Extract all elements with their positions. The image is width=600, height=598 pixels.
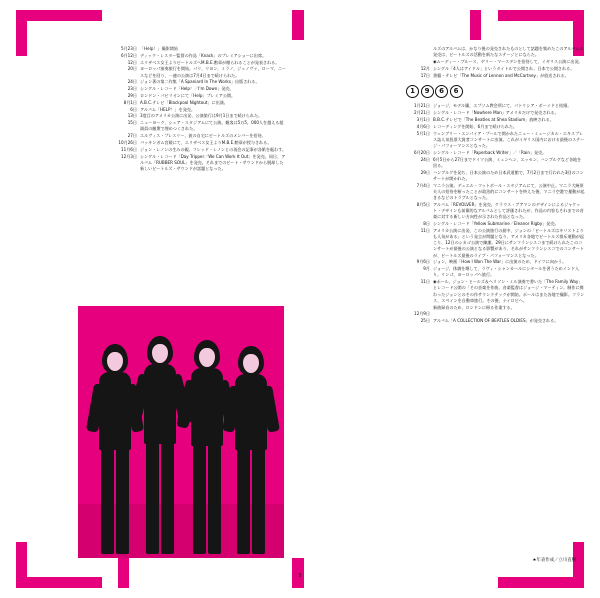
figure-4-body: [235, 374, 267, 450]
chronology-entry: [400, 305, 585, 311]
chronology-entry: [107, 53, 287, 59]
figure-3-leg-left: [193, 440, 206, 554]
year-marker-1966: [406, 85, 463, 98]
corner-bar-top-left-horizontal: [16, 10, 102, 21]
center-bar-top: [292, 10, 304, 40]
entry-date: 17日: [420, 72, 430, 78]
entry-date: 15日: [127, 120, 137, 126]
entry-date: 4月6日: [416, 123, 430, 129]
entry-text: アルバム「A COLLECTION OF BEATLES OLDIES」が発売される。: [433, 318, 559, 324]
accent-bar-top-right-inner: [470, 10, 481, 40]
figure-1-face: [107, 352, 123, 371]
chronology-entry: [400, 150, 585, 156]
figure-1: [92, 344, 138, 554]
entry-text: ジョージ、体調を壊して、ラヴィ・シャンカールにシタールを習うためインド入り。リンゴ、ヨーロッパへ旅行。: [433, 266, 580, 278]
photo-figures: [78, 306, 284, 558]
entry-date: 27日: [127, 133, 137, 139]
entry-text: エルヴィス・プレスリー、彼の自宅にビートルズのメンバーを招待。: [140, 133, 266, 139]
entry-text: 「Help！」撮影開始: [140, 46, 178, 51]
figure-4: [228, 346, 274, 554]
band-photo: [78, 306, 284, 558]
entry-date: 8月1日: [123, 99, 137, 105]
entry-text: エリザベス女王よりビートルズへM.B.E.勲章が贈られることが発表される。: [140, 59, 280, 65]
entry-date: 7月4日: [416, 182, 430, 188]
entry-text: ニューヨーク、シェア・スタジアムにて公演。観客は5万5，000人を越える超満員の観衆で埋めつくされた。: [140, 120, 284, 132]
chronology-entry: [107, 66, 287, 78]
entry-date: 20日: [127, 66, 137, 72]
entry-date: 24日: [420, 156, 430, 162]
chronology-entry: [400, 103, 585, 109]
entry-date: 12月: [420, 65, 430, 71]
entry-text: シングル・レコード「Nowhere Man」アメリカだけで発売される。: [433, 110, 559, 116]
chronology-entry: [400, 66, 585, 72]
entry-date: 9月: [423, 266, 430, 272]
figure-2-leg-right: [161, 438, 174, 554]
figure-1-leg-right: [116, 444, 129, 554]
entry-date: 12月9日: [413, 311, 430, 317]
chronology-entry: [107, 113, 287, 119]
entry-text: 3度目のアメリカ公演に出発、公演旅行は9月1日まで続けられた。: [140, 113, 263, 119]
chronology-entry: [400, 117, 585, 123]
entry-date: 23日: [127, 86, 137, 92]
figure-1-body: [99, 372, 131, 450]
entry-date: 1月21日: [413, 103, 430, 109]
chronology-entry: [400, 131, 585, 150]
chronology-left-column: [107, 46, 287, 173]
figure-2-face: [152, 344, 168, 363]
entry-text: ◉ポール、ジョン・ヒールズ＆ヘリソン・ミル演奏で書いた「The Family Way」とレコード公開の「その音楽を作曲。音楽監督はジョージ・マーティン。制作に携わったジョンとのその作サウンドテックが開始。ポールはまた各地で撮影。フランス、スペインを自動車旅行。その後、ナイロビへ。: [433, 279, 585, 303]
chronology-entry: [400, 46, 585, 58]
page-number: 5: [298, 573, 302, 579]
entry-date: 8日: [423, 220, 430, 226]
entry-text: アルバム「HELP！」を発売。: [140, 106, 195, 112]
entry-date: 3月1日: [416, 116, 430, 122]
chronology-entry: [400, 124, 585, 130]
entry-text: レコーディングを開始、6月まで続けられた。: [433, 123, 518, 129]
entry-text: B.B.C.テレビで「The Beatles at Shea Stadium」放映される。: [433, 116, 554, 122]
entry-text: 書籍・テレビ「The Music of Lennon and McCartney」が放送される。: [433, 72, 569, 78]
chronology-entry: [400, 110, 585, 116]
year-digit: 9: [421, 85, 434, 98]
entry-text: ヨーロッパ演奏旅行を開始。パリ、リヨン、ミラノ、ジェノヴァ、ローマ、ニースなどを回り、一連の公演は7月4日まで続けられた。: [140, 66, 287, 78]
entry-date: 2月21日: [413, 110, 430, 116]
figure-4-leg-right: [252, 444, 265, 554]
chronology-entry: [400, 59, 585, 65]
figure-4-face: [243, 354, 259, 373]
chronology-entry: [107, 147, 287, 153]
chronology-entry: [107, 107, 287, 113]
chronology-entry: [107, 154, 287, 173]
entry-date: 11日: [420, 227, 430, 233]
entry-text: 6月5日から27日までドイツ公演、ミュンヘン、エッセン、ハンブルグなど各地を回る。: [433, 156, 582, 168]
entry-date: 25日: [420, 318, 430, 324]
entry-text: シングル「4人はアイドル」というタイトルで公開され、日本で公開される。: [433, 65, 575, 71]
chronology-entry: [400, 221, 585, 227]
figure-3-body: [191, 368, 223, 446]
figure-1-leg-left: [101, 444, 114, 554]
entry-date: 6日: [130, 106, 137, 112]
chronology-entry: [107, 79, 287, 85]
chronology-entry: [400, 183, 585, 202]
entry-text: シングル・レコード「Help！／I'm Down」発売。: [140, 86, 234, 92]
year-digit: 6: [435, 85, 448, 98]
chronology-entry: [400, 202, 585, 221]
entry-text: ロンドン・パビリオンにて「Help」プレミア公開。: [140, 92, 236, 98]
entry-date: 11日: [420, 279, 430, 285]
entry-text: バッキンガム宮殿にて、エリザベス女王よりM.B.E.勲章が授与される。: [140, 139, 272, 145]
entry-text: ジョン著の第二作集「A Spaniard In The Works」出版される。: [140, 79, 260, 85]
entry-text: A.B.C.テレビ「Blackpool Nightout」に出演。: [140, 99, 228, 105]
entry-text: シングル・レコード「Paperback Writer」／「Rain」発売。: [433, 149, 547, 155]
chronology-entry: [107, 86, 287, 92]
chronology-right-column: [400, 46, 585, 325]
figure-2-leg-left: [146, 438, 159, 554]
entry-text: ジョン、映画「How I Won The War」に出演のため、ドイツに向かう。: [433, 259, 567, 265]
entry-text: アルバム「REVOLVER」を発売。クラウス・ブアマンのデザインによるジャケット・デザインも前衛的なアルバムとして評価されたが、作品の内容もそれまでの音楽に対する新しい方向性が示された作品となった。: [433, 201, 584, 220]
chronology-entry: [400, 259, 585, 265]
entry-date: 5月23日: [120, 46, 137, 51]
entry-date: 8月5日: [416, 201, 430, 207]
chronology-entry: [107, 120, 287, 132]
entry-text: ◉ムーディー・ブルース、ゲリー・マースデンを招待して、イギリス公演に出発。: [433, 59, 583, 64]
entry-date: 10月26日: [118, 139, 137, 145]
corner-bar-top-right-horizontal: [498, 10, 584, 21]
entry-date: 24日: [127, 79, 137, 85]
entry-date: 5月1日: [416, 130, 430, 136]
chronology-entry: [107, 93, 287, 99]
credit-line: ★年表作成／立川直樹: [532, 558, 576, 563]
year-digit: 1: [406, 85, 419, 98]
year-digit: 6: [450, 85, 463, 98]
entry-text: ルズのアルバムは、かなり後の発売されたものとして話題を集めたこのアルバムの発売は、ビートルズの活動を新たなステージとにならた。: [433, 46, 584, 58]
entry-text: ジョン・レノンの生みの親、フレッド・レノンとの再会の記事が各紙を賑わす。: [140, 146, 287, 152]
entry-date: 11月6日: [120, 146, 137, 152]
entry-text: マニラ公演。デュエル・フットボール・スタジアムにて、公演中止。マニラ大統領夫人の招待を断ったことが政治的にコンサートを終えた後、マニラ空港で暴動が起きるなどのトラブルとなった。: [433, 182, 585, 200]
chronology-entry: [400, 311, 585, 317]
entry-text: アメリカ公演に出発、この公演旅行の最中、ジョンの「ビートルズはキリストよりも人気がある」という発言が問題となり、アメリカ各地でビートルズ排斥運動が起こり、12日のシカゴ公演で陳謝。29日にサンフランシスコまで続けられたこのコンサートが最後の公演となる影響があり、それがサンフランシスコでのコンサートが、ビートルズ最後のライブ・パフォーマンスとなった。: [433, 227, 585, 258]
entry-text: ウェンブリー・エンパイア・プールで開かれたニュー・ミュージカル・エキスプレス誌人気投票大賞者コンサートに出演。これがイギリス国内における最後のステージ・パフォーマンスとなった。: [433, 130, 585, 148]
entry-text: ジョージ、モデル嬢、エプソム教会所にて、パトリシア・ボーイドと結婚。: [433, 103, 572, 109]
chronology-entry: [107, 100, 287, 106]
chronology-entry: [400, 73, 585, 79]
entry-text: 新曲録音のため、ロンドンに帰る作業する。: [433, 304, 515, 310]
entry-date: 12日: [127, 59, 137, 65]
figure-2: [137, 336, 183, 554]
figure-2-head: [147, 336, 173, 366]
chronology-entry: [107, 60, 287, 66]
entry-text: ディック・レスター監督の作品「Knack」のプレミアショーに出席。: [140, 52, 267, 58]
entry-text: ハンブルグを発ち、日本公演のため日本武道館で、7月2日まで行われた3回のコンサートが開かれた。: [433, 169, 584, 181]
chronology-entry: [107, 140, 287, 146]
figure-4-head: [238, 346, 264, 376]
entry-date: 13日: [127, 113, 137, 119]
entry-text: シングル・レコード「Yellow Submarine／Eleanor Rigby」発売。: [433, 220, 559, 226]
chronology-entry: [400, 157, 585, 169]
chronology-entry: [400, 170, 585, 182]
chronology-entry: [400, 279, 585, 304]
chronology-entry: [400, 228, 585, 259]
chronology-entry: [107, 46, 287, 52]
chronology-entry: [400, 318, 585, 324]
figure-4-leg-left: [237, 444, 250, 554]
figure-3-head: [194, 340, 220, 370]
entry-date: 6月20日: [413, 149, 430, 155]
chronology-entry: [400, 266, 585, 278]
entry-date: 12月3日: [120, 153, 137, 159]
entry-date: 6月12日: [120, 52, 137, 58]
chronology-entry: [107, 133, 287, 139]
entry-date: 29日: [420, 169, 430, 175]
figure-1-head: [102, 344, 128, 374]
entry-date: 29日: [127, 92, 137, 98]
figure-3: [184, 340, 230, 554]
figure-3-face: [199, 348, 215, 367]
entry-text: シングル・レコード「Day Tripper／We Can Work It Out」を発売。同日、アルバム「RUBBER SOUL」を発売。それまでのビート・サウンドから脱却した新しいビートルズ・サウンドが話題となった。: [140, 153, 286, 171]
figure-3-leg-right: [208, 440, 221, 554]
entry-date: 9月6日: [416, 259, 430, 265]
